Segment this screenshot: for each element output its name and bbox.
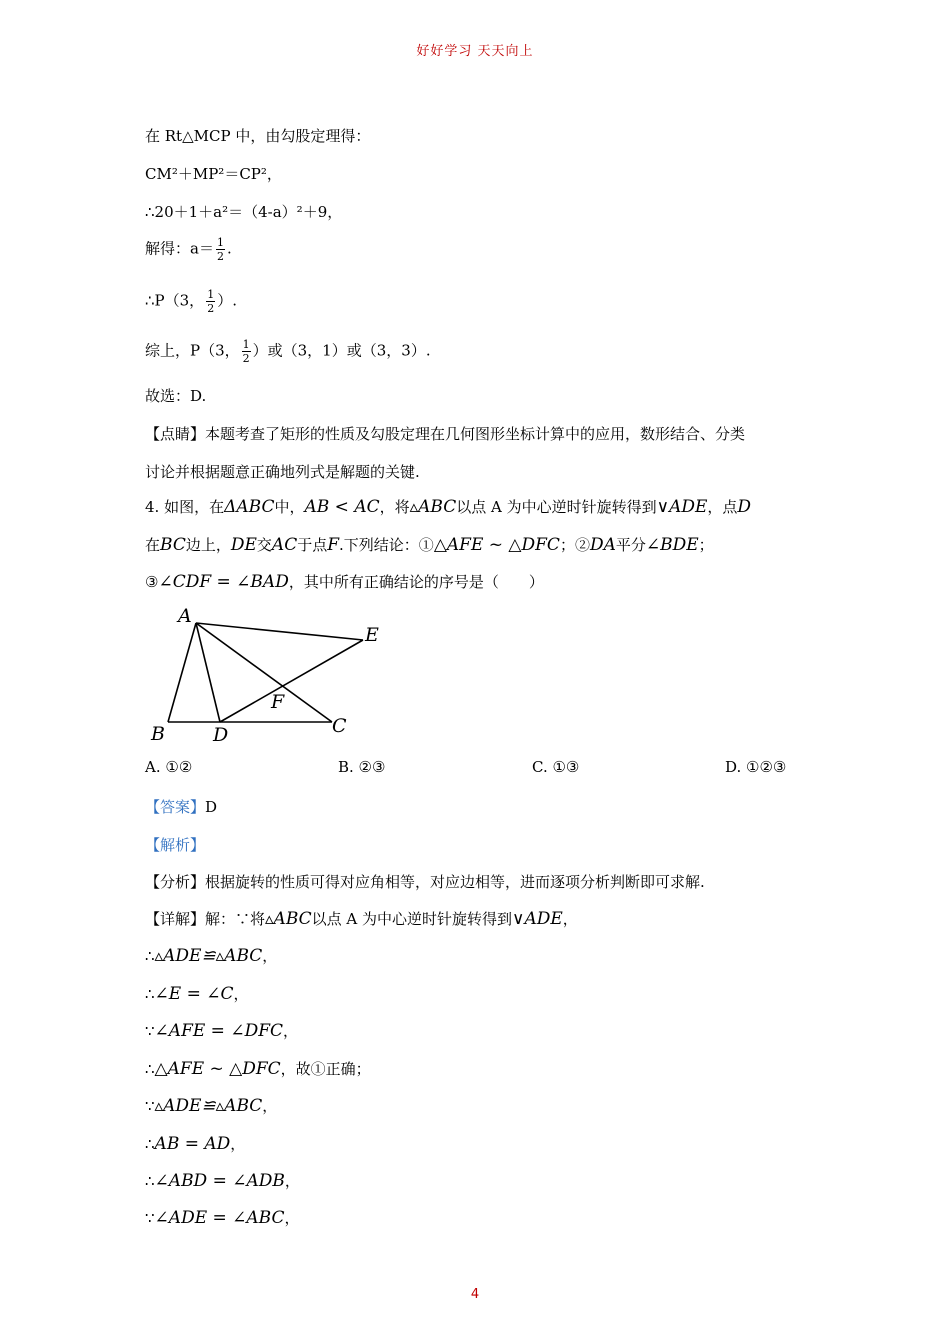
question-line-2: 在BC边上，DE交AC于点F.下列结论：①△AFE ~ △DFC；②DA平分∠BDE； xyxy=(145,535,714,555)
option-b: B. ②③ xyxy=(338,758,386,776)
option-c: C. ①③ xyxy=(532,758,580,776)
solution-line: CM²＋MP²＝CP²， xyxy=(145,165,282,183)
option-a: A. ①② xyxy=(145,758,193,776)
solution-line: 综上，P（3， $\frac{1}{2}$ ）或（3，1）或（3，3）. xyxy=(145,338,431,365)
fraction-half: $\frac{1}{2}$ xyxy=(242,338,250,365)
answer-tag: 【答案】 xyxy=(145,798,206,816)
detail-line: ∵▵ADE≌▵ABC， xyxy=(145,1096,278,1116)
label-c: C xyxy=(332,715,347,737)
label-d: D xyxy=(213,724,229,746)
answer-line xyxy=(145,796,217,817)
detail-line: 【详解】解：∵将▵ABC以点 A 为中心逆时针旋转得到∨ADE， xyxy=(145,909,578,929)
detail-line: ∵∠AFE = ∠DFC， xyxy=(145,1021,299,1041)
comment-line: 讨论并根据题意正确地列式是解题的关键. xyxy=(145,463,420,481)
solution-line: 解得：a＝ $\frac{1}{2}$ . xyxy=(145,236,232,263)
label-b: B xyxy=(151,723,165,745)
analysis-heading: 【解析】 xyxy=(145,836,206,854)
option-d: D. ①②③ xyxy=(725,758,787,776)
solution-line: ∴20＋1＋a²＝（4-a）²＋9， xyxy=(145,203,343,221)
fraction-half: $\frac{1}{2}$ xyxy=(207,288,215,315)
segment-ae xyxy=(196,623,363,640)
answer-value: D xyxy=(205,798,218,816)
detail-line: ∴AB = AD， xyxy=(145,1134,246,1154)
question-line-3: ③∠CDF = ∠BAD，其中所有正确结论的序号是（ ） xyxy=(145,572,544,592)
label-e: E xyxy=(365,624,379,646)
comment-line: 【点睛】本题考查了矩形的性质及勾股定理在几何图形坐标计算中的应用，数形结合、分类 xyxy=(145,425,746,443)
detail-line: ∵∠ADE = ∠ABC， xyxy=(145,1208,300,1228)
detail-line: ∴▵ADE≌▵ABC， xyxy=(145,946,278,966)
detail-line: ∴∠E = ∠C， xyxy=(145,984,249,1004)
segment-de xyxy=(220,640,363,722)
question-line-1: 4. 如图，在ΔABC中，AB < AC，将▵ABC以点 A 为中心逆时针旋转得到∨ADE，点D xyxy=(145,497,752,517)
page-number: 4 xyxy=(470,1287,480,1302)
fraction-half: $\frac{1}{2}$ xyxy=(216,236,224,263)
label-a: A xyxy=(178,605,192,627)
page-header: 好好学习 天天向上 xyxy=(416,44,534,59)
solution-text: 解得：a＝ xyxy=(145,239,214,258)
segment-ab xyxy=(168,623,196,722)
detail-line: ∴△AFE ~ △DFC，故①正确； xyxy=(145,1059,371,1079)
solution-line: 在 Rt△MCP 中，由勾股定理得： xyxy=(145,127,371,145)
geometry-figure xyxy=(140,600,400,750)
solution-line: 故选：D. xyxy=(145,387,207,405)
label-f: F xyxy=(271,691,285,713)
fenxi-line: 【分析】根据旋转的性质可得对应角相等，对应边相等，进而逐项分析判断即可求解. xyxy=(145,873,705,891)
detail-line: ∴∠ABD = ∠ADB， xyxy=(145,1171,300,1191)
solution-line: ∴P（3， $\frac{1}{2}$ ）. xyxy=(145,288,237,315)
